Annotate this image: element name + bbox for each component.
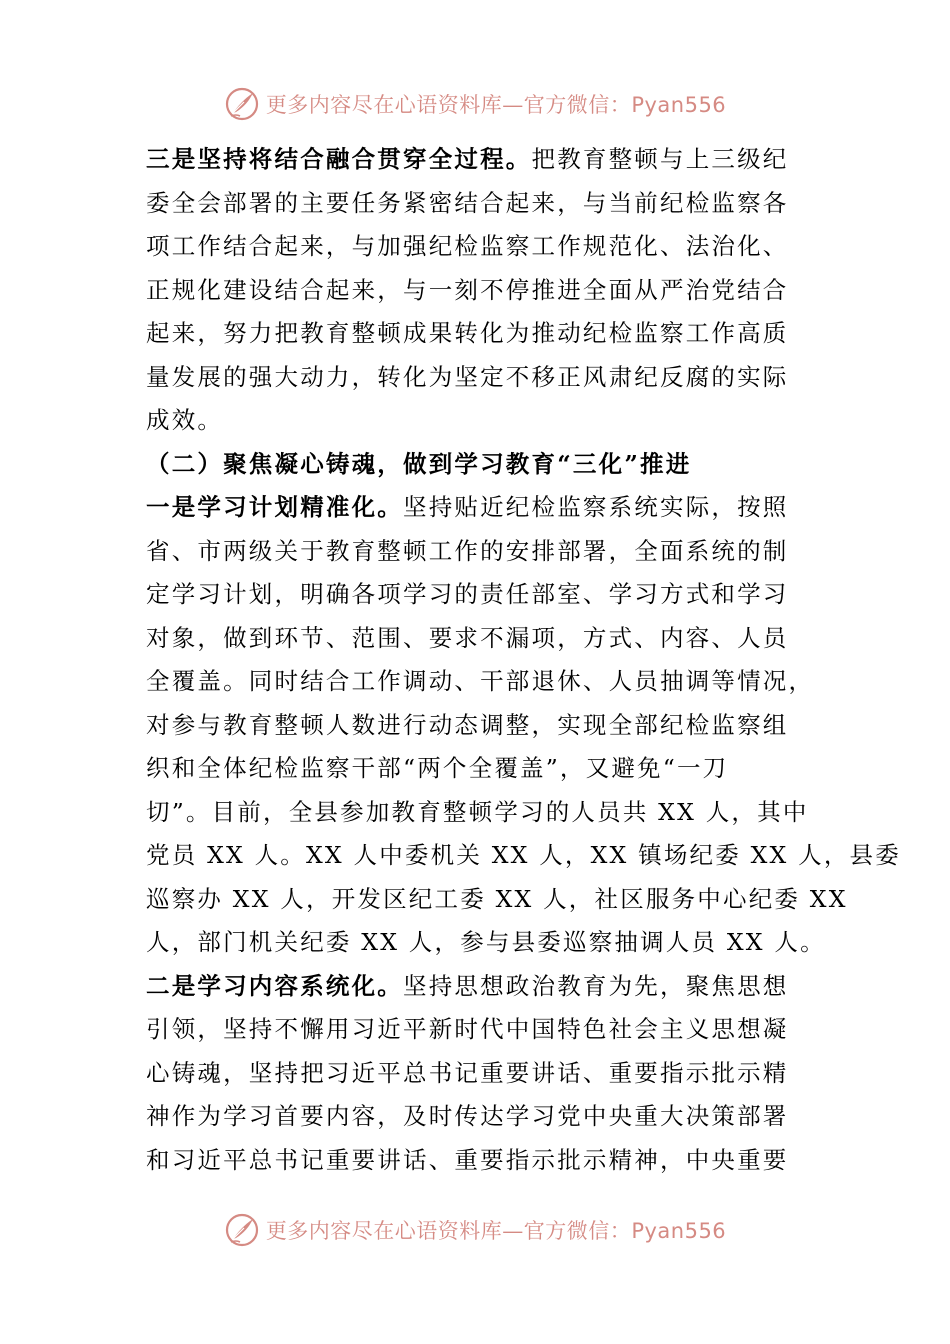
paragraph-line: 对象，做到环节、范围、要求不漏项，方式、内容、人员 xyxy=(146,623,789,652)
paragraph-line: 起来，努力把教育整顿成果转化为推动纪检监察工作高质 xyxy=(146,319,789,347)
paragraph-line: 二是学习内容系统化。坚持思想政治教育为先，聚焦思想 xyxy=(146,971,789,1000)
quill-logo-icon xyxy=(224,1212,260,1248)
paragraph-line: 人，部门机关纪委 XX 人，参与县委巡察抽调人员 XX 人。 xyxy=(146,928,826,956)
watermark-text: 更多内容尽在心语资料库—官方微信：Pyan556 xyxy=(265,93,727,117)
point-three-lead: 三是坚持将结合融合贯穿全过程。 xyxy=(146,145,532,173)
footer-watermark xyxy=(0,1210,950,1250)
paragraph-line: 三是坚持将结合融合贯穿全过程。把教育整顿与上三级纪 xyxy=(146,145,789,173)
paragraph-line: 切”。目前，全县参加教育整顿学习的人员共 XX 人，其中 xyxy=(146,797,809,826)
paragraph-line: 量发展的强大动力，转化为坚定不移正风肃纪反腐的实际 xyxy=(146,362,789,391)
paragraph-line: 织和全体纪检监察干部“两个全覆盖”，又避免“一刀 xyxy=(146,754,729,782)
watermark-text: 更多内容尽在心语资料库—官方微信：Pyan556 xyxy=(265,1219,727,1243)
paragraph-line: 和习近平总书记重要讲话、重要指示批示精神，中央重要 xyxy=(146,1145,789,1174)
paragraph-line: 项工作结合起来，与加强纪检监察工作规范化、法治化、 xyxy=(146,232,789,260)
paragraph-line: 党员 XX 人。XX 人中委机关 XX 人，XX 镇场纪委 XX 人，县委 xyxy=(146,841,901,869)
watermark-group xyxy=(224,1212,726,1248)
point-two-lead: 二是学习内容系统化。 xyxy=(146,971,403,1000)
watermark-group xyxy=(224,86,726,122)
document-body xyxy=(146,138,901,1182)
paragraph-line: 委全会部署的主要任务紧密结合起来，与当前纪检监察各 xyxy=(146,188,789,217)
paragraph-line: 心铸魂，坚持把习近平总书记重要讲话、重要指示批示精 xyxy=(146,1058,789,1087)
watermark-code: Pyan556 xyxy=(631,1219,727,1243)
paragraph-line: 定学习计划，明确各项学习的责任部室、学习方式和学习 xyxy=(146,580,789,608)
header-watermark xyxy=(0,84,950,124)
paragraph-line: 全覆盖。同时结合工作调动、干部退休、人员抽调等情况， xyxy=(146,667,815,695)
point-one-lead: 一是学习计划精准化。 xyxy=(146,493,403,521)
quill-logo-icon xyxy=(224,86,260,122)
paragraph-line: 对参与教育整顿人数进行动态调整，实现全部纪检监察组 xyxy=(146,710,789,739)
paragraph-line: 成效。 xyxy=(146,406,224,434)
paragraph-line: 省、市两级关于教育整顿工作的安排部署，全面系统的制 xyxy=(146,536,789,565)
paragraph-line: 巡察办 XX 人，开发区纪工委 XX 人，社区服务中心纪委 XX xyxy=(146,884,848,913)
paragraph-line: 正规化建设结合起来，与一刻不停推进全面从严治党结合 xyxy=(146,275,789,304)
paragraph-line: 引领，坚持不懈用习近平新时代中国特色社会主义思想凝 xyxy=(146,1015,789,1043)
paragraph-line: 一是学习计划精准化。坚持贴近纪检监察系统实际，按照 xyxy=(146,493,789,521)
watermark-code: Pyan556 xyxy=(631,93,727,117)
section-heading: （二）聚焦凝心铸魂，做到学习教育“三化”推进 xyxy=(146,449,692,478)
paragraph-line: 神作为学习首要内容，及时传达学习党中央重大决策部署 xyxy=(146,1102,789,1130)
